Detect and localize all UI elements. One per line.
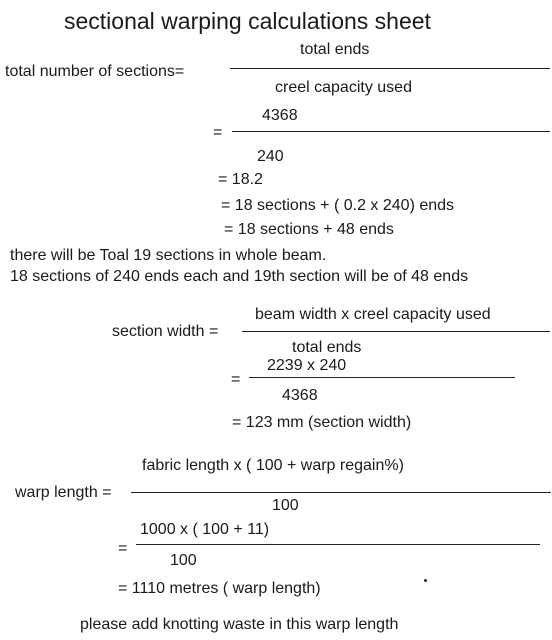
width-result: = 123 mm (section width) xyxy=(232,414,412,431)
warp-num-value: 1000 x ( 100 + 11) xyxy=(140,521,270,538)
sections-label: total number of sections= xyxy=(5,63,185,80)
warp-denominator: 100 xyxy=(272,497,299,514)
width-eq-sign: = xyxy=(231,371,241,388)
stray-dot xyxy=(424,579,427,582)
width-value-bar xyxy=(249,377,515,378)
warp-eq-sign: = xyxy=(118,540,128,557)
warp-fraction-bar xyxy=(131,492,551,493)
warp-label: warp length = xyxy=(15,484,112,501)
sections-result-2: = 18 sections + ( 0.2 x 240) ends xyxy=(221,197,455,214)
warp-numerator: fabric length x ( 100 + warp regain%) xyxy=(142,457,404,474)
sections-num-value: 4368 xyxy=(262,107,298,124)
width-denominator: total ends xyxy=(292,339,362,356)
width-den-value: 4368 xyxy=(282,387,318,404)
width-numerator: beam width x creel capacity used xyxy=(255,306,491,323)
width-num-value: 2239 x 240 xyxy=(267,357,347,374)
sections-den-value: 240 xyxy=(257,148,284,165)
note-line-2: 18 sections of 240 ends each and 19th section will be of 48 ends xyxy=(10,268,469,285)
warp-result: = 1110 metres ( warp length) xyxy=(118,580,321,597)
note-line-1: there will be Toal 19 sections in whole beam. xyxy=(10,247,327,264)
sections-eq-sign: = xyxy=(213,124,223,141)
sections-result-3: = 18 sections + 48 ends xyxy=(224,221,394,238)
warp-den-value: 100 xyxy=(170,552,197,569)
warp-note: please add knotting waste in this warp length xyxy=(80,616,399,633)
width-fraction-bar xyxy=(242,331,550,332)
sections-result-1: = 18.2 xyxy=(218,171,263,188)
sections-fraction-bar xyxy=(230,68,550,69)
sections-numerator: total ends xyxy=(300,41,370,58)
sheet-title: sectional warping calculations sheet xyxy=(64,8,431,34)
sections-denominator: creel capacity used xyxy=(275,79,412,96)
sections-value-bar xyxy=(232,131,550,132)
width-label: section width = xyxy=(112,323,219,340)
warp-value-bar xyxy=(136,544,540,545)
